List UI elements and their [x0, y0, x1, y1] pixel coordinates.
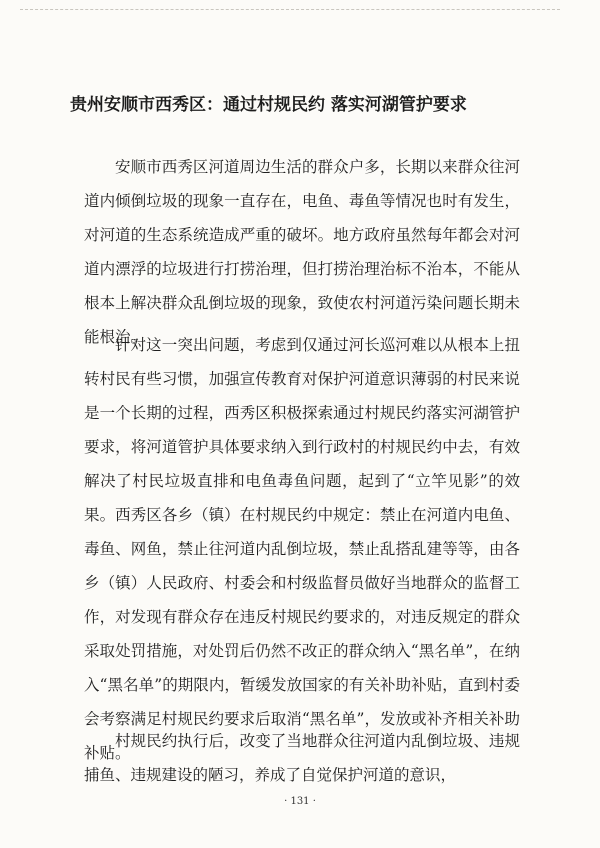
article-title: 贵州安顺市西秀区：通过村规民约 落实河湖管护要求 — [70, 95, 467, 115]
paragraph-2: 针对这一突出问题，考虑到仅通过河长巡河难以从根本上扭转村民有些习惯，加强宣传教育对保护河道意识薄弱的村民来说是一个长期的过程，西秀区积极探索通过村规民约落实河湖管护要求，将河道管护具体要求纳入到行政村的村规民约中去，有效解决了村民垃圾直排和电鱼毒鱼问题，起到了“立竿见影”的效果。西秀区各乡（镇）在村规民约中规定：禁止在河道内电鱼、毒鱼、网鱼，禁止往河道内乱倒垃圾，禁止乱搭乱建等等，由各乡（镇）人民政府、村委会和村级监督员做好当地群众的监督工作，对发现有群众存在违反村规民约要求的，对违反规定的群众采取处罚措施，对处罚后仍然不改正的群众纳入“黑名单”，在纳入“黑名单”的期限内，暂缓发放国家的有关补助补贴，直到村委会考察满足村规民约要求后取消“黑名单”，发放或补齐相关补助补贴。 — [84, 336, 520, 762]
paragraph-1: 安顺市西秀区河道周边生活的群众户多，长期以来群众往河道内倾倒垃圾的现象一直存在，电鱼、毒鱼等情况也时有发生，对河道的生态系统造成严重的破坏。地方政府虽然每年都会对河道内漂浮的垃圾进行打捞治理，但打捞治理治标不治本，不能从根本上解决群众乱倒垃圾的现象，致使农村河道污染问题长期未能根治。 — [84, 158, 520, 346]
page-number: · 131 · — [284, 796, 316, 807]
paragraph-3: 村规民约执行后，改变了当地群众往河道内乱倒垃圾、违规捕鱼、违规建设的陋习，养成了自觉保护河道的意识， — [84, 732, 520, 784]
scan-edge-line — [20, 9, 560, 10]
